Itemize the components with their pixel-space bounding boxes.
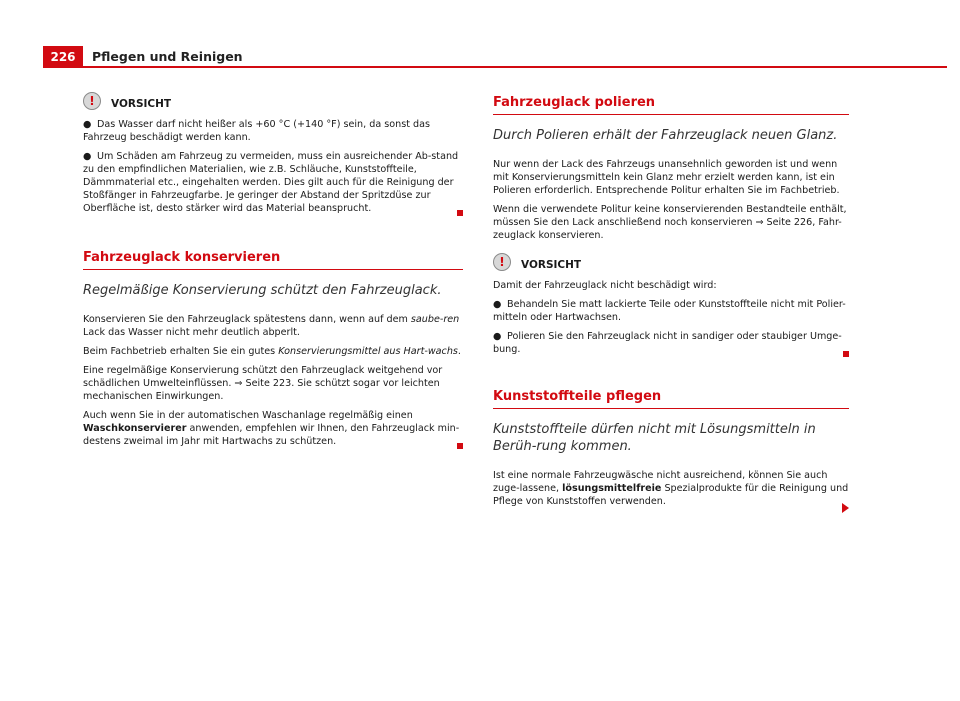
paragraph: Wenn die verwendete Politur keine konservierenden Bestandteile enthält, müssen Sie den Lack anschließend noch konservieren ⇒ Seite 226, Fahr-zeuglack konservieren. [493,204,847,241]
warning-icon: ! [493,253,511,271]
paragraph: Ist eine normale Fahrzeugwäsche nicht ausreichend, können Sie auch zuge-lassene, lösungsmittelfreie Spezialprodukte für die Reinigung und Pflege von Kunststoffen verwenden. [493,470,849,507]
bullet-icon: ● [493,299,502,310]
paragraph: Eine regelmäßige Konservierung schützt den Fahrzeuglack weitgehend vor schädlichen Umwelteinflüssen. ⇒ Seite 223. Sie schützt sogar vor leichten mechanischen Einwirkungen. [83,365,443,402]
warning-icon: ! [83,92,101,110]
paragraph: Auch wenn Sie in der automatischen Waschanlage regelmäßig einen Waschkonservierer anwenden, empfehlen wir Ihnen, den Fahrzeuglack min-destens zweimal im Jahr mit Hartwachs zu schützen. [83,410,460,447]
caution-title: VORSICHT [111,98,172,110]
section-heading: Fahrzeuglack polieren [493,95,849,115]
page-title: Pflegen und Reinigen [92,49,243,64]
caution-title: VORSICHT [521,259,582,271]
right-column [493,95,849,513]
paragraph: Nur wenn der Lack des Fahrzeugs unansehnlich geworden ist und wenn mit Konservierungsmitteln kein Glanz mehr erzielt werden kann, ist ein Polieren erforderlich. Entsprechende Politur erhalten Sie im Fachbetrieb. [493,159,840,196]
section-lead: Durch Polieren erhält der Fahrzeuglack neuen Glanz. [493,128,838,143]
caution-bullet: ● Polieren Sie den Fahrzeuglack nicht in sandiger oder staubiger Umge-bung. [493,331,842,355]
section-end-icon [843,351,849,357]
section-end-icon [457,443,463,449]
bullet-icon: ● [493,331,502,342]
caution-header [493,256,849,274]
caution-bullet: ● Das Wasser darf nicht heißer als +60 °C (+140 °F) sein, da sonst das Fahrzeug beschädigt werden kann. [83,119,430,143]
caution-header [83,95,463,113]
section-lead: Kunststoffteile dürfen nicht mit Lösungsmitteln in Berüh-rung kommen. [493,422,816,454]
page-number: 226 [43,46,83,67]
section-heading: Kunststoffteile pflegen [493,389,849,409]
caution-bullet: ● Um Schäden am Fahrzeug zu vermeiden, muss ein ausreichender Ab-stand zu den empfindlichen Materialien, wie z.B. Schläuche, Kunststoffteile, Dämmmaterial etc., eingehalten werden. Dies gilt auch für die Reinigung der Stoßfänger in Fahrzeugfarbe. Je geringer der Abstand der Spritzdüse zur Oberfläche ist, desto stärker wird das Material beansprucht. [83,151,459,214]
caution-intro: Damit der Fahrzeuglack nicht beschädigt wird: [493,280,717,291]
bullet-icon: ● [83,119,92,130]
header-rule [43,66,947,68]
section-lead: Regelmäßige Konservierung schützt den Fahrzeuglack. [83,283,442,298]
continue-arrow-icon [842,503,849,513]
section-end-icon [457,210,463,216]
paragraph: Konservieren Sie den Fahrzeuglack spätestens dann, wenn auf dem saube-ren Lack das Wasser nicht mehr deutlich abperlt. [83,314,460,338]
bullet-icon: ● [83,151,92,162]
paragraph: Beim Fachbetrieb erhalten Sie ein gutes Konservierungsmittel aus Hart-wachs. [83,346,461,357]
left-column [83,95,463,455]
caution-bullet: ● Behandeln Sie matt lackierte Teile oder Kunststoffteile nicht mit Polier-mitteln oder Hartwachsen. [493,299,846,323]
section-heading: Fahrzeuglack konservieren [83,250,463,270]
